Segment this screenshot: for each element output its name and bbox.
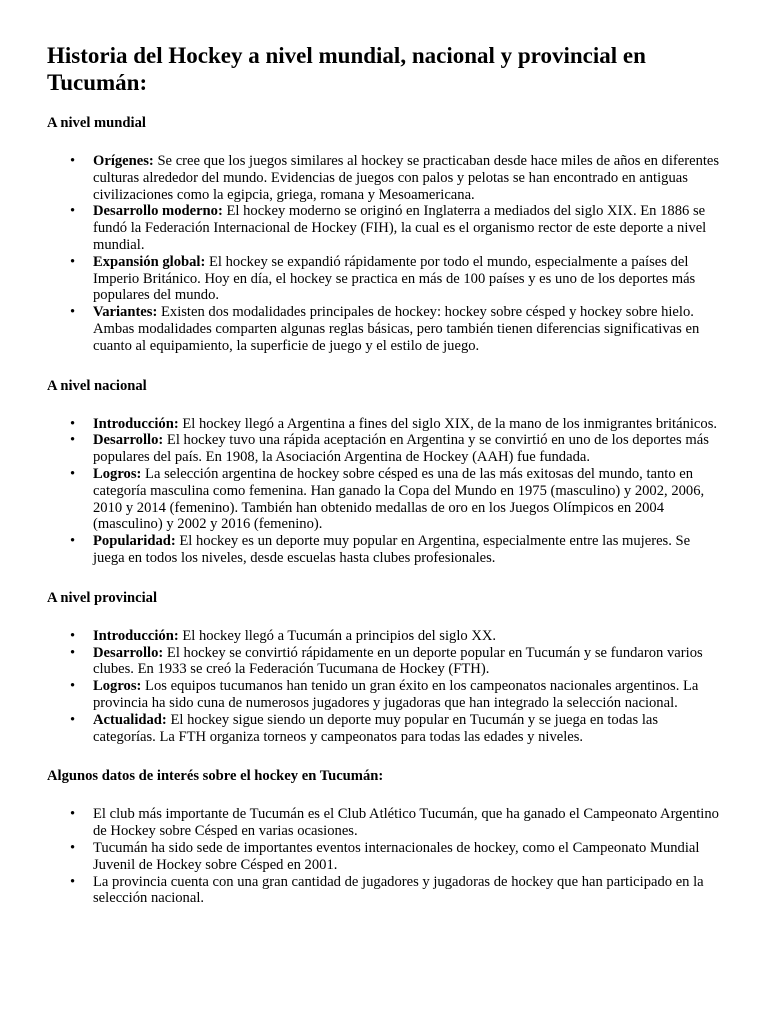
bullet-list	[47, 806, 722, 907]
item-label: Introducción:	[93, 415, 179, 432]
list-item	[93, 840, 722, 874]
list-item	[93, 416, 722, 433]
list-item	[93, 254, 722, 304]
item-label: Orígenes:	[93, 153, 154, 169]
item-text: El hockey sigue siendo un deporte muy popular en Tucumán y se juega en todas las categorías. La FTH organiza torneos y campeonatos para todas las edades y niveles.	[93, 711, 659, 745]
item-text: El hockey llegó a Tucumán a principios del siglo XX.	[178, 627, 497, 644]
item-label: Logros:	[93, 678, 142, 695]
item-label: Expansión global:	[93, 253, 206, 270]
section-heading: A nivel nacional	[47, 377, 147, 394]
list-item	[93, 806, 722, 840]
item-text: La provincia cuenta con una gran cantidad de jugadores y jugadoras de hockey que han participado en la selección nacional.	[93, 873, 704, 907]
list-item	[93, 304, 722, 354]
item-text: El hockey es un deporte muy popular en Argentina, especialmente entre las mujeres. Se juega en todos los niveles, desde escuelas hasta clubes profesionales.	[93, 533, 691, 566]
item-label: Logros:	[93, 465, 142, 482]
section-datos-interes	[47, 768, 722, 907]
list-item	[93, 432, 722, 466]
list-item	[93, 203, 722, 253]
list-item	[93, 645, 722, 679]
section-nacional	[47, 378, 722, 567]
item-label: Actualidad:	[93, 711, 167, 728]
list-item	[93, 153, 722, 203]
section-mundial	[47, 115, 722, 355]
item-label: Desarrollo:	[93, 432, 164, 449]
list-item	[93, 712, 722, 746]
page-title: Historia del Hockey a nivel mundial, nacional y provincial en Tucumán:	[47, 43, 646, 95]
section-heading: A nivel provincial	[47, 589, 158, 606]
item-text: Los equipos tucumanos han tenido un gran éxito en los campeonatos nacionales argentinos. La provincia ha sido cuna de numerosos jugadores y jugadoras que han integrado la selección nacional.	[93, 678, 699, 711]
item-label: Introducción:	[93, 627, 179, 644]
item-label: Desarrollo:	[93, 644, 164, 661]
item-text: El hockey moderno se originó en Inglaterra a mediados del siglo XIX. En 1886 se fundó la Federación Internacional de Hockey (FIH), la cual es el organismo rector de este deporte a nivel mundial.	[93, 203, 707, 253]
item-text: Se cree que los juegos similares al hockey se practicaban desde hace miles de años en diferentes culturas alrededor del mundo. Evidencias de juegos con palos y pelotas se han encontrado en antiguas civilizaciones como la egipcia, griega, romana y Mesoamericana.	[93, 153, 720, 203]
section-heading: A nivel mundial	[47, 115, 146, 131]
item-text: Existen dos modalidades principales de hockey: hockey sobre césped y hockey sobre hielo. Ambas modalidades comparten algunas reglas básicas, pero también tienen diferencias significativas en cuanto al equipamiento, la superficie de juego y el estilo de juego.	[93, 304, 700, 354]
list-item	[93, 678, 722, 712]
item-text: Tucumán ha sido sede de importantes eventos internacionales de hockey, como el Campeonato Mundial Juvenil de Hockey sobre Césped en 2001.	[93, 839, 700, 873]
item-text: La selección argentina de hockey sobre césped es una de las más exitosas del mundo, tanto en categoría masculina como femenina. Han ganado la Copa del Mundo en 1975 (masculino) y 2002, 2006, 2010 y 2014 (femenino). También han obtenido medallas de oro en los Juegos Olímpicos en 2004 (masculino) y 2002 y 2016 (femenino).	[93, 465, 705, 533]
item-text: El hockey se convirtió rápidamente en un deporte popular en Tucumán y se fundaron varios clubes. En 1933 se creó la Federación Tucumana de Hockey (FTH).	[93, 644, 703, 678]
item-label: Variantes:	[93, 304, 158, 321]
list-item	[93, 628, 722, 645]
item-text: El club más importante de Tucumán es el Club Atlético Tucumán, que ha ganado el Campeonato Argentino de Hockey sobre Césped en varias ocasiones.	[93, 806, 719, 840]
item-text: El hockey tuvo una rápida aceptación en Argentina y se convirtió en uno de los deportes más populares del país. En 1908, la Asociación Argentina de Hockey (AAH) fue fundada.	[93, 432, 709, 466]
list-item	[93, 466, 722, 533]
bullet-list	[47, 153, 722, 355]
item-label: Popularidad:	[93, 533, 176, 550]
section-heading: Algunos datos de interés sobre el hockey en Tucumán:	[47, 768, 384, 785]
section-provincial	[47, 590, 722, 746]
list-item	[93, 533, 722, 567]
bullet-list	[47, 416, 722, 567]
item-label: Desarrollo moderno:	[93, 203, 223, 220]
bullet-list	[47, 628, 722, 746]
item-text: El hockey llegó a Argentina a fines del siglo XIX, de la mano de los inmigrantes británicos.	[178, 415, 718, 432]
item-text: El hockey se expandió rápidamente por todo el mundo, especialmente a países del Imperio Británico. Hoy en día, el hockey se practica en más de 100 países y es uno de los deportes más populares del mundo.	[93, 253, 696, 304]
list-item	[93, 874, 722, 908]
